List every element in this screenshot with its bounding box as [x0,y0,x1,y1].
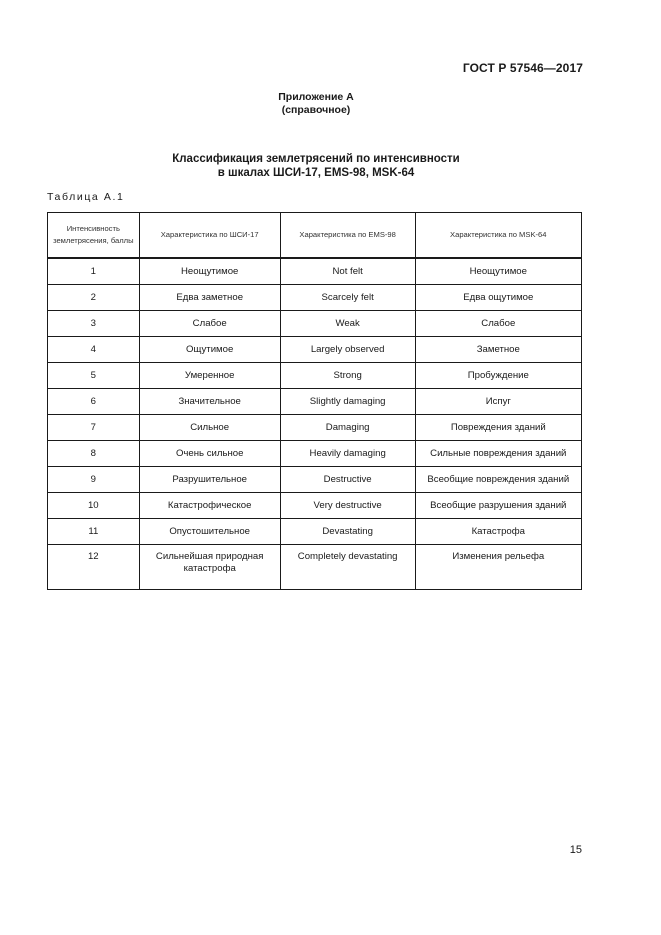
table-row [48,545,582,590]
cell-shsi17: Сильнейшая природная катастрофа [139,545,280,590]
cell-msk64: Едва ощутимое [415,285,581,311]
cell-msk64: Пробуждение [415,363,581,389]
header-intensity: Интенсивность землетрясения, баллы [48,213,140,259]
cell-shsi17: Опустошительное [139,519,280,545]
table-header-row [48,213,582,259]
appendix-label: Приложение А [278,91,354,103]
appendix-heading [0,91,632,117]
cell-intensity: 10 [48,493,140,519]
cell-shsi17: Умеренное [139,363,280,389]
cell-intensity: 4 [48,337,140,363]
cell-shsi17: Слабое [139,311,280,337]
cell-msk64: Заметное [415,337,581,363]
cell-ems98: Weak [280,311,415,337]
cell-ems98: Largely observed [280,337,415,363]
cell-msk64: Неощутимое [415,258,581,285]
cell-ems98: Devastating [280,519,415,545]
cell-intensity: 7 [48,415,140,441]
cell-intensity: 9 [48,467,140,493]
cell-msk64: Катастрофа [415,519,581,545]
cell-msk64: Повреждения зданий [415,415,581,441]
cell-shsi17: Катастрофическое [139,493,280,519]
title-line-1: Классификация землетрясений по интенсивности [172,153,460,165]
appendix-type: (справочное) [281,104,351,116]
page-title [0,152,632,180]
header-ems98: Характеристика по EMS-98 [280,213,415,259]
table-row [48,493,582,519]
cell-msk64: Изменения рельефа [415,545,581,590]
cell-ems98: Destructive [280,467,415,493]
table-row [48,467,582,493]
table-row [48,311,582,337]
table-caption: Таблица А.1 [47,191,125,203]
table-row [48,258,582,285]
table-row [48,415,582,441]
cell-shsi17: Значительное [139,389,280,415]
cell-shsi17: Разрушительное [139,467,280,493]
cell-ems98: Scarcely felt [280,285,415,311]
table-row [48,363,582,389]
cell-ems98: Slightly damaging [280,389,415,415]
title-line-2: в шкалах ШСИ-17, EMS-98, MSK-64 [217,167,415,179]
table-row [48,285,582,311]
cell-intensity: 5 [48,363,140,389]
cell-ems98: Strong [280,363,415,389]
header-msk64: Характеристика по MSK-64 [415,213,581,259]
page-number: 15 [569,844,582,856]
cell-msk64: Всеобщие разрушения зданий [415,493,581,519]
cell-msk64: Слабое [415,311,581,337]
cell-msk64: Сильные повреждения зданий [415,441,581,467]
cell-intensity: 11 [48,519,140,545]
cell-shsi17: Едва заметное [139,285,280,311]
table-row [48,519,582,545]
cell-intensity: 1 [48,258,140,285]
cell-intensity: 8 [48,441,140,467]
table-row [48,441,582,467]
cell-shsi17: Ощутимое [139,337,280,363]
document-code: ГОСТ Р 57546—2017 [462,61,583,75]
cell-shsi17: Очень сильное [139,441,280,467]
cell-msk64: Испуг [415,389,581,415]
cell-intensity: 6 [48,389,140,415]
cell-ems98: Very destructive [280,493,415,519]
cell-ems98: Completely devastating [280,545,415,590]
table-row [48,389,582,415]
intensity-table [47,212,582,590]
cell-shsi17: Неощутимое [139,258,280,285]
cell-ems98: Heavily damaging [280,441,415,467]
cell-ems98: Not felt [280,258,415,285]
cell-shsi17: Сильное [139,415,280,441]
cell-msk64: Всеобщие повреждения зданий [415,467,581,493]
header-shsi17: Характеристика по ШСИ-17 [139,213,280,259]
cell-ems98: Damaging [280,415,415,441]
table-row [48,337,582,363]
cell-intensity: 3 [48,311,140,337]
cell-intensity: 12 [48,545,140,590]
cell-intensity: 2 [48,285,140,311]
